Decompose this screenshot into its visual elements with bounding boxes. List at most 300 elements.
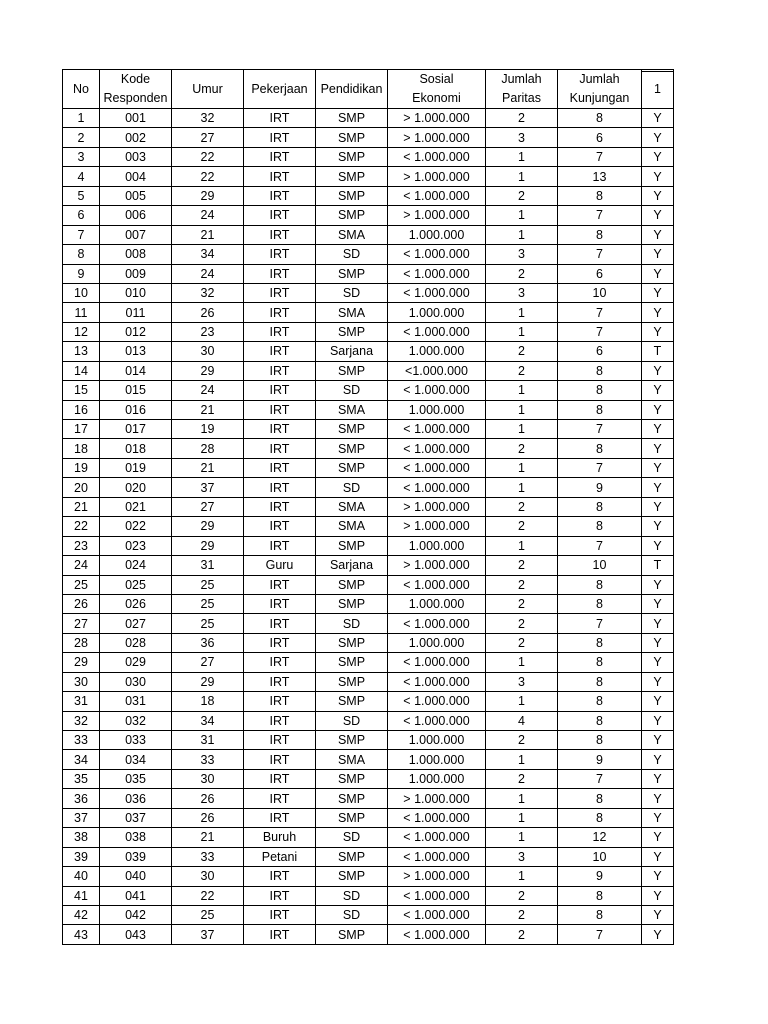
cell-pendidikan: SD: [316, 245, 388, 264]
cell-status: Y: [642, 458, 674, 477]
cell-sosial-ekonomi: > 1.000.000: [388, 517, 486, 536]
cell-sosial-ekonomi: < 1.000.000: [388, 420, 486, 439]
cell-pendidikan: SMP: [316, 109, 388, 128]
cell-status: Y: [642, 808, 674, 827]
cell-umur: 19: [172, 420, 244, 439]
cell-jumlah-paritas: 2: [486, 556, 558, 575]
cell-no: 29: [63, 653, 100, 672]
cell-jumlah-paritas: 1: [486, 808, 558, 827]
cell-jumlah-kunjungan: 8: [558, 109, 642, 128]
table-header: [63, 70, 674, 109]
cell-sosial-ekonomi: < 1.000.000: [388, 245, 486, 264]
cell-pekerjaan: IRT: [244, 186, 316, 205]
cell-no: 4: [63, 167, 100, 186]
cell-jumlah-paritas: 1: [486, 167, 558, 186]
cell-kode-responden: 017: [100, 420, 172, 439]
cell-umur: 24: [172, 206, 244, 225]
table-row: [63, 322, 674, 341]
cell-jumlah-paritas: 2: [486, 497, 558, 516]
cell-no: 3: [63, 147, 100, 166]
cell-umur: 24: [172, 264, 244, 283]
cell-kode-responden: 003: [100, 147, 172, 166]
cell-jumlah-paritas: 1: [486, 458, 558, 477]
cell-pekerjaan: IRT: [244, 594, 316, 613]
cell-status: Y: [642, 828, 674, 847]
cell-pekerjaan: IRT: [244, 575, 316, 594]
cell-umur: 21: [172, 400, 244, 419]
cell-jumlah-paritas: 1: [486, 789, 558, 808]
cell-sosial-ekonomi: < 1.000.000: [388, 905, 486, 924]
cell-pekerjaan: IRT: [244, 225, 316, 244]
table-row: [63, 400, 674, 419]
table-row: [63, 128, 674, 147]
cell-jumlah-kunjungan: 8: [558, 905, 642, 924]
cell-no: 32: [63, 711, 100, 730]
cell-pekerjaan: IRT: [244, 361, 316, 380]
cell-no: 27: [63, 614, 100, 633]
cell-pekerjaan: IRT: [244, 808, 316, 827]
cell-sosial-ekonomi: > 1.000.000: [388, 497, 486, 516]
cell-kode-responden: 039: [100, 847, 172, 866]
cell-sosial-ekonomi: 1.000.000: [388, 594, 486, 613]
cell-pekerjaan: IRT: [244, 905, 316, 924]
cell-no: 8: [63, 245, 100, 264]
cell-umur: 32: [172, 109, 244, 128]
cell-jumlah-paritas: 1: [486, 536, 558, 555]
cell-sosial-ekonomi: < 1.000.000: [388, 439, 486, 458]
cell-pekerjaan: IRT: [244, 614, 316, 633]
cell-umur: 18: [172, 692, 244, 711]
cell-sosial-ekonomi: < 1.000.000: [388, 925, 486, 944]
cell-jumlah-kunjungan: 8: [558, 672, 642, 691]
table-row: [63, 303, 674, 322]
cell-jumlah-paritas: 2: [486, 731, 558, 750]
cell-sosial-ekonomi: 1.000.000: [388, 400, 486, 419]
table-row: [63, 478, 674, 497]
cell-umur: 30: [172, 342, 244, 361]
cell-pendidikan: SMP: [316, 206, 388, 225]
cell-no: 33: [63, 731, 100, 750]
table-row: [63, 731, 674, 750]
cell-jumlah-paritas: 3: [486, 245, 558, 264]
cell-no: 43: [63, 925, 100, 944]
cell-status: Y: [642, 303, 674, 322]
header-truncated-subcolumn: 1: [642, 71, 674, 108]
cell-kode-responden: 004: [100, 167, 172, 186]
cell-umur: 26: [172, 303, 244, 322]
table-row: [63, 206, 674, 225]
header-jumlah-paritas: Jumlah Paritas: [486, 70, 558, 109]
respondent-data-table: [62, 69, 674, 945]
cell-status: Y: [642, 614, 674, 633]
cell-pendidikan: SMP: [316, 653, 388, 672]
cell-kode-responden: 032: [100, 711, 172, 730]
table-row: [63, 420, 674, 439]
cell-status: Y: [642, 478, 674, 497]
cell-umur: 29: [172, 517, 244, 536]
cell-pendidikan: SD: [316, 614, 388, 633]
cell-status: Y: [642, 381, 674, 400]
cell-pendidikan: SMP: [316, 439, 388, 458]
cell-status: Y: [642, 186, 674, 205]
table-row: [63, 808, 674, 827]
cell-umur: 33: [172, 750, 244, 769]
cell-jumlah-paritas: 2: [486, 925, 558, 944]
cell-jumlah-kunjungan: 13: [558, 167, 642, 186]
cell-no: 5: [63, 186, 100, 205]
cell-jumlah-kunjungan: 8: [558, 594, 642, 613]
cell-no: 39: [63, 847, 100, 866]
cell-kode-responden: 040: [100, 867, 172, 886]
cell-jumlah-paritas: 3: [486, 283, 558, 302]
table-row: [63, 789, 674, 808]
cell-umur: 32: [172, 283, 244, 302]
cell-pekerjaan: IRT: [244, 789, 316, 808]
table-row: [63, 867, 674, 886]
cell-umur: 34: [172, 245, 244, 264]
cell-kode-responden: 033: [100, 731, 172, 750]
cell-pendidikan: SD: [316, 381, 388, 400]
cell-jumlah-kunjungan: 8: [558, 400, 642, 419]
cell-sosial-ekonomi: > 1.000.000: [388, 556, 486, 575]
cell-pekerjaan: IRT: [244, 128, 316, 147]
cell-jumlah-kunjungan: 7: [558, 322, 642, 341]
table-row: [63, 633, 674, 652]
cell-sosial-ekonomi: < 1.000.000: [388, 381, 486, 400]
cell-no: 38: [63, 828, 100, 847]
cell-no: 28: [63, 633, 100, 652]
cell-no: 1: [63, 109, 100, 128]
cell-status: Y: [642, 536, 674, 555]
cell-no: 9: [63, 264, 100, 283]
cell-status: Y: [642, 128, 674, 147]
cell-umur: 28: [172, 439, 244, 458]
cell-jumlah-paritas: 2: [486, 109, 558, 128]
cell-sosial-ekonomi: < 1.000.000: [388, 886, 486, 905]
cell-no: 15: [63, 381, 100, 400]
cell-pendidikan: SMP: [316, 420, 388, 439]
table-row: [63, 828, 674, 847]
cell-no: 22: [63, 517, 100, 536]
cell-pendidikan: SMP: [316, 147, 388, 166]
cell-kode-responden: 005: [100, 186, 172, 205]
cell-pendidikan: SMP: [316, 789, 388, 808]
table-row: [63, 925, 674, 944]
cell-umur: 22: [172, 147, 244, 166]
cell-status: Y: [642, 575, 674, 594]
table-row: [63, 750, 674, 769]
cell-kode-responden: 011: [100, 303, 172, 322]
cell-umur: 25: [172, 594, 244, 613]
cell-kode-responden: 041: [100, 886, 172, 905]
cell-no: 13: [63, 342, 100, 361]
cell-pekerjaan: IRT: [244, 692, 316, 711]
cell-sosial-ekonomi: < 1.000.000: [388, 575, 486, 594]
cell-kode-responden: 024: [100, 556, 172, 575]
cell-kode-responden: 025: [100, 575, 172, 594]
cell-umur: 33: [172, 847, 244, 866]
cell-status: Y: [642, 109, 674, 128]
cell-no: 16: [63, 400, 100, 419]
cell-umur: 25: [172, 614, 244, 633]
cell-no: 41: [63, 886, 100, 905]
cell-jumlah-paritas: 2: [486, 342, 558, 361]
cell-sosial-ekonomi: < 1.000.000: [388, 692, 486, 711]
cell-pendidikan: SMP: [316, 925, 388, 944]
cell-jumlah-kunjungan: 8: [558, 439, 642, 458]
cell-pendidikan: SMP: [316, 458, 388, 477]
cell-jumlah-paritas: 1: [486, 322, 558, 341]
cell-status: Y: [642, 633, 674, 652]
cell-kode-responden: 042: [100, 905, 172, 924]
cell-sosial-ekonomi: < 1.000.000: [388, 828, 486, 847]
cell-pekerjaan: IRT: [244, 322, 316, 341]
cell-status: Y: [642, 789, 674, 808]
cell-status: Y: [642, 322, 674, 341]
cell-status: Y: [642, 283, 674, 302]
cell-sosial-ekonomi: 1.000.000: [388, 536, 486, 555]
cell-sosial-ekonomi: 1.000.000: [388, 769, 486, 788]
cell-pendidikan: Sarjana: [316, 342, 388, 361]
cell-jumlah-paritas: 2: [486, 769, 558, 788]
cell-sosial-ekonomi: < 1.000.000: [388, 614, 486, 633]
cell-status: Y: [642, 245, 674, 264]
cell-no: 40: [63, 867, 100, 886]
cell-jumlah-paritas: 1: [486, 478, 558, 497]
cell-kode-responden: 036: [100, 789, 172, 808]
cell-jumlah-kunjungan: 8: [558, 731, 642, 750]
cell-pekerjaan: IRT: [244, 672, 316, 691]
header-sosial-ekonomi: Sosial Ekonomi: [388, 70, 486, 109]
cell-kode-responden: 028: [100, 633, 172, 652]
cell-pekerjaan: IRT: [244, 536, 316, 555]
cell-pekerjaan: IRT: [244, 381, 316, 400]
cell-no: 19: [63, 458, 100, 477]
cell-no: 17: [63, 420, 100, 439]
cell-kode-responden: 029: [100, 653, 172, 672]
cell-pendidikan: SMP: [316, 322, 388, 341]
cell-pendidikan: SMP: [316, 692, 388, 711]
cell-sosial-ekonomi: < 1.000.000: [388, 672, 486, 691]
cell-jumlah-kunjungan: 8: [558, 497, 642, 516]
cell-sosial-ekonomi: < 1.000.000: [388, 147, 486, 166]
cell-status: Y: [642, 517, 674, 536]
cell-jumlah-kunjungan: 7: [558, 536, 642, 555]
cell-jumlah-paritas: 4: [486, 711, 558, 730]
cell-umur: 36: [172, 633, 244, 652]
cell-pekerjaan: IRT: [244, 167, 316, 186]
cell-jumlah-paritas: 2: [486, 594, 558, 613]
table-body: [63, 109, 674, 945]
cell-kode-responden: 023: [100, 536, 172, 555]
cell-status: Y: [642, 925, 674, 944]
header-pekerjaan: Pekerjaan: [244, 70, 316, 109]
cell-sosial-ekonomi: < 1.000.000: [388, 653, 486, 672]
cell-pekerjaan: Guru: [244, 556, 316, 575]
cell-status: Y: [642, 769, 674, 788]
cell-sosial-ekonomi: 1.000.000: [388, 731, 486, 750]
cell-jumlah-paritas: 1: [486, 303, 558, 322]
cell-pendidikan: SMP: [316, 186, 388, 205]
cell-pekerjaan: IRT: [244, 264, 316, 283]
cell-jumlah-paritas: 1: [486, 867, 558, 886]
cell-status: Y: [642, 847, 674, 866]
cell-umur: 22: [172, 886, 244, 905]
cell-jumlah-kunjungan: 10: [558, 283, 642, 302]
cell-jumlah-kunjungan: 8: [558, 789, 642, 808]
cell-pendidikan: SMP: [316, 361, 388, 380]
cell-pekerjaan: IRT: [244, 206, 316, 225]
cell-pendidikan: SMP: [316, 128, 388, 147]
table-row: [63, 225, 674, 244]
cell-status: Y: [642, 400, 674, 419]
cell-sosial-ekonomi: > 1.000.000: [388, 789, 486, 808]
table-row: [63, 497, 674, 516]
cell-pekerjaan: Petani: [244, 847, 316, 866]
cell-pekerjaan: IRT: [244, 497, 316, 516]
cell-sosial-ekonomi: < 1.000.000: [388, 458, 486, 477]
cell-pendidikan: SMP: [316, 167, 388, 186]
cell-no: 25: [63, 575, 100, 594]
cell-kode-responden: 021: [100, 497, 172, 516]
cell-jumlah-paritas: 2: [486, 517, 558, 536]
cell-kode-responden: 007: [100, 225, 172, 244]
cell-status: Y: [642, 867, 674, 886]
cell-no: 14: [63, 361, 100, 380]
cell-umur: 25: [172, 575, 244, 594]
cell-pendidikan: SMP: [316, 769, 388, 788]
cell-jumlah-kunjungan: 8: [558, 653, 642, 672]
cell-pekerjaan: IRT: [244, 653, 316, 672]
cell-no: 36: [63, 789, 100, 808]
cell-pendidikan: SMP: [316, 594, 388, 613]
cell-sosial-ekonomi: 1.000.000: [388, 750, 486, 769]
header-kode-responden: Kode Responden: [100, 70, 172, 109]
table-row: [63, 381, 674, 400]
header-jumlah-kunjungan: Jumlah Kunjungan: [558, 70, 642, 109]
cell-jumlah-kunjungan: 6: [558, 342, 642, 361]
table-row: [63, 147, 674, 166]
table-row: [63, 245, 674, 264]
table-row: [63, 458, 674, 477]
cell-jumlah-paritas: 1: [486, 653, 558, 672]
table-row: [63, 769, 674, 788]
cell-jumlah-kunjungan: 8: [558, 381, 642, 400]
cell-pendidikan: Sarjana: [316, 556, 388, 575]
cell-kode-responden: 027: [100, 614, 172, 633]
cell-jumlah-kunjungan: 7: [558, 420, 642, 439]
cell-kode-responden: 008: [100, 245, 172, 264]
cell-pekerjaan: IRT: [244, 458, 316, 477]
table-row: [63, 186, 674, 205]
cell-no: 6: [63, 206, 100, 225]
cell-pendidikan: SMP: [316, 536, 388, 555]
cell-status: Y: [642, 750, 674, 769]
cell-no: 11: [63, 303, 100, 322]
table-row: [63, 264, 674, 283]
cell-jumlah-paritas: 1: [486, 400, 558, 419]
cell-umur: 23: [172, 322, 244, 341]
cell-pendidikan: SMA: [316, 497, 388, 516]
cell-sosial-ekonomi: < 1.000.000: [388, 322, 486, 341]
cell-umur: 29: [172, 536, 244, 555]
cell-status: Y: [642, 886, 674, 905]
cell-kode-responden: 043: [100, 925, 172, 944]
table-row: [63, 886, 674, 905]
table-row: [63, 167, 674, 186]
cell-pekerjaan: IRT: [244, 633, 316, 652]
cell-jumlah-kunjungan: 8: [558, 575, 642, 594]
cell-jumlah-kunjungan: 8: [558, 361, 642, 380]
cell-pendidikan: SD: [316, 886, 388, 905]
cell-pendidikan: SMP: [316, 264, 388, 283]
cell-umur: 24: [172, 381, 244, 400]
cell-umur: 27: [172, 128, 244, 147]
cell-no: 20: [63, 478, 100, 497]
cell-no: 2: [63, 128, 100, 147]
table-row: [63, 692, 674, 711]
cell-umur: 37: [172, 478, 244, 497]
cell-sosial-ekonomi: < 1.000.000: [388, 847, 486, 866]
cell-sosial-ekonomi: > 1.000.000: [388, 206, 486, 225]
cell-status: Y: [642, 692, 674, 711]
cell-pekerjaan: IRT: [244, 731, 316, 750]
cell-umur: 27: [172, 497, 244, 516]
cell-umur: 30: [172, 867, 244, 886]
cell-jumlah-paritas: 1: [486, 225, 558, 244]
cell-kode-responden: 020: [100, 478, 172, 497]
table-row: [63, 283, 674, 302]
cell-sosial-ekonomi: < 1.000.000: [388, 264, 486, 283]
cell-jumlah-kunjungan: 9: [558, 867, 642, 886]
table-row: [63, 439, 674, 458]
cell-no: 31: [63, 692, 100, 711]
cell-pekerjaan: IRT: [244, 342, 316, 361]
cell-pekerjaan: IRT: [244, 283, 316, 302]
cell-no: 10: [63, 283, 100, 302]
cell-umur: 37: [172, 925, 244, 944]
cell-jumlah-paritas: 2: [486, 575, 558, 594]
cell-pendidikan: SMP: [316, 672, 388, 691]
cell-kode-responden: 012: [100, 322, 172, 341]
cell-no: 34: [63, 750, 100, 769]
cell-status: Y: [642, 147, 674, 166]
cell-jumlah-paritas: 1: [486, 381, 558, 400]
cell-sosial-ekonomi: 1.000.000: [388, 633, 486, 652]
cell-pendidikan: SMP: [316, 633, 388, 652]
cell-status: Y: [642, 731, 674, 750]
cell-pendidikan: SMP: [316, 847, 388, 866]
cell-pekerjaan: IRT: [244, 439, 316, 458]
cell-jumlah-kunjungan: 10: [558, 847, 642, 866]
cell-umur: 26: [172, 789, 244, 808]
cell-kode-responden: 014: [100, 361, 172, 380]
cell-umur: 21: [172, 828, 244, 847]
cell-umur: 22: [172, 167, 244, 186]
cell-no: 37: [63, 808, 100, 827]
cell-sosial-ekonomi: 1.000.000: [388, 303, 486, 322]
cell-jumlah-kunjungan: 8: [558, 711, 642, 730]
cell-no: 24: [63, 556, 100, 575]
cell-umur: 34: [172, 711, 244, 730]
cell-pendidikan: SMP: [316, 731, 388, 750]
cell-kode-responden: 038: [100, 828, 172, 847]
cell-jumlah-kunjungan: 10: [558, 556, 642, 575]
cell-kode-responden: 016: [100, 400, 172, 419]
cell-pekerjaan: Buruh: [244, 828, 316, 847]
cell-status: Y: [642, 206, 674, 225]
cell-pendidikan: SMA: [316, 750, 388, 769]
